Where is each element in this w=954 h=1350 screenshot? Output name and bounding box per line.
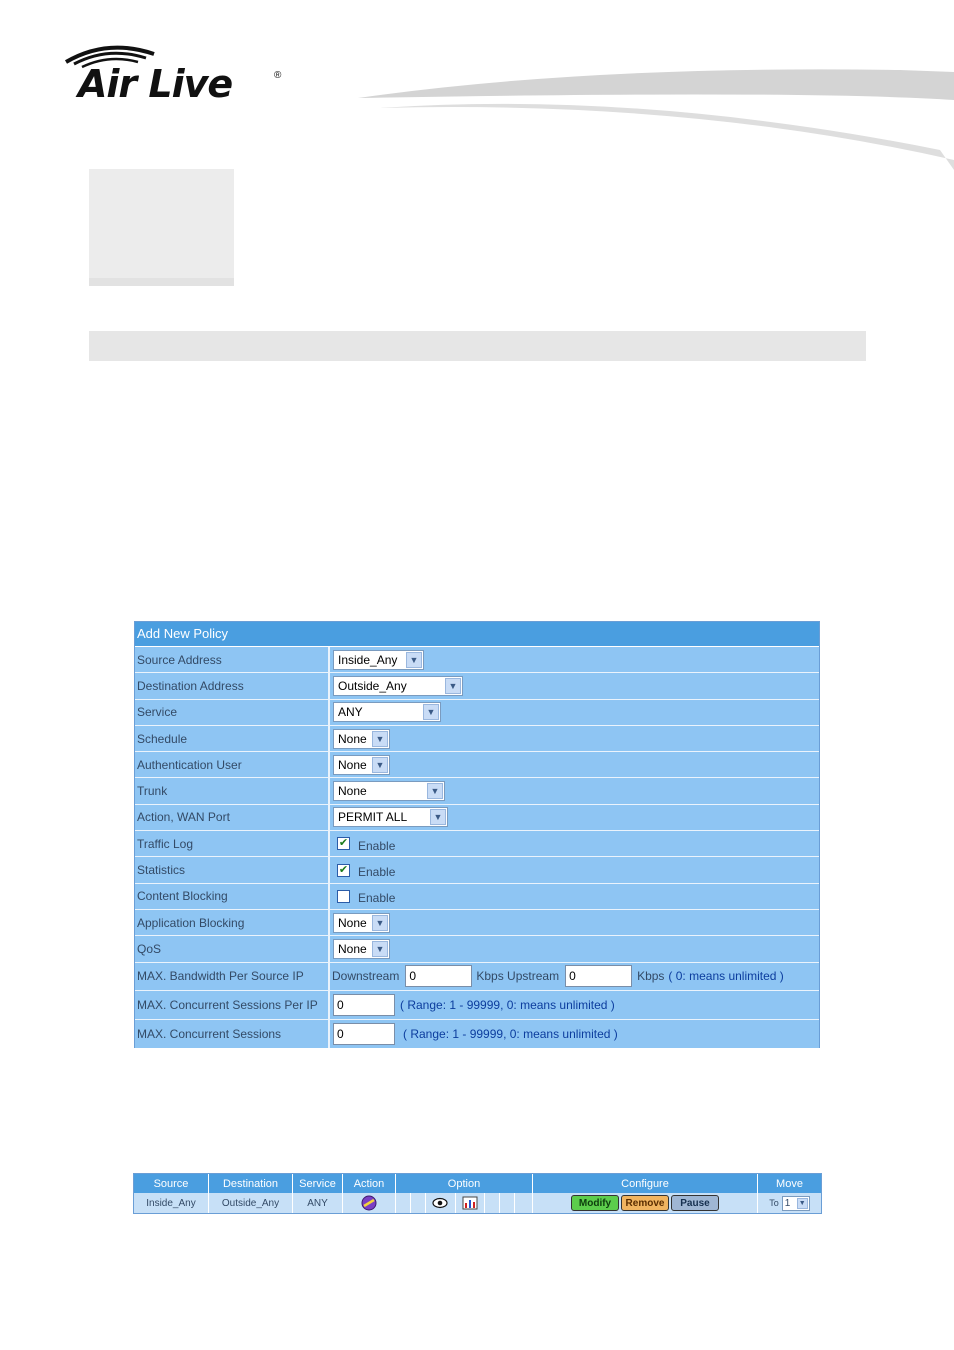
sessions-per-ip-hint: ( Range: 1 - 99999, 0: means unlimited ) [400,997,615,1012]
trunk-select[interactable]: None ▼ [333,781,445,801]
statistics-row [135,857,819,883]
chevron-down-icon: ▼ [406,652,422,668]
table-row [134,1193,821,1213]
sessions-per-ip-row [135,991,819,1020]
content-blocking-row [135,884,819,910]
add-policy-form [134,621,820,1048]
source-address-select[interactable]: Inside_Any ▼ [333,650,424,670]
bandwidth-row [135,963,819,992]
checkbox-label: Enable [358,838,396,853]
chapter-block [89,169,234,286]
modify-button[interactable]: Modify [571,1195,619,1211]
unit-label: Kbps [637,969,665,984]
downstream-label: Downstream [332,969,400,984]
chevron-down-icon: ▼ [372,941,388,957]
field-label: Authentication User [135,752,330,777]
field-label: MAX. Concurrent Sessions [135,1020,330,1049]
destination-address-row [135,673,819,699]
column-header: Option [396,1174,533,1193]
form-title: Add New Policy [135,622,819,647]
service-cell: ANY [293,1193,343,1213]
field-label: Source Address [135,647,330,672]
pause-button[interactable]: Pause [671,1195,719,1211]
application-blocking-row [135,910,819,936]
column-header: Action [343,1174,396,1193]
destination-cell: Outside_Any [209,1193,293,1213]
column-header: Destination [209,1174,293,1193]
traffic-log-row [135,831,819,857]
column-header: Service [293,1174,343,1193]
authentication-user-row [135,752,819,778]
qos-select[interactable]: None ▼ [333,939,390,959]
source-cell: Inside_Any [134,1193,209,1213]
schedule-row [135,726,819,752]
traffic-log-checkbox[interactable]: ✔ [338,837,349,850]
action-wan-port-select[interactable]: PERMIT ALL ▼ [333,807,448,827]
authentication-user-select[interactable]: None ▼ [333,755,390,775]
field-label: Statistics [135,857,330,882]
action-cell [343,1193,396,1213]
option-cell [396,1193,533,1213]
field-label: MAX. Bandwidth Per Source IP [135,963,330,991]
header-swoosh [340,60,954,180]
field-label: Service [135,700,330,725]
move-label: To [769,1198,779,1208]
column-header: Configure [533,1174,758,1193]
chevron-down-icon: ▼ [797,1198,808,1209]
airlive-logo [62,40,292,106]
field-label: Trunk [135,778,330,803]
source-address-row [135,647,819,673]
schedule-select[interactable]: None ▼ [333,729,390,749]
trunk-row [135,778,819,804]
application-blocking-select[interactable]: None ▼ [333,913,390,933]
qos-row [135,936,819,962]
upstream-label: Kbps Upstream [476,969,560,984]
remove-button[interactable]: Remove [621,1195,669,1211]
field-label: Destination Address [135,673,330,698]
configure-cell [533,1193,758,1213]
field-label: MAX. Concurrent Sessions Per IP [135,991,330,1019]
column-header: Source [134,1174,209,1193]
downstream-input[interactable]: 0 [405,965,472,987]
field-label: Content Blocking [135,884,330,909]
content-blocking-checkbox[interactable] [337,890,350,903]
field-label: Application Blocking [135,910,330,935]
field-label: Action, WAN Port [135,805,330,830]
chevron-down-icon: ▼ [430,809,446,825]
checkbox-label: Enable [358,865,396,880]
permit-icon[interactable] [361,1195,377,1211]
table-header [134,1174,821,1193]
service-row [135,700,819,726]
action-wan-port-row [135,805,819,831]
chevron-down-icon: ▼ [445,678,461,694]
statistics-checkbox[interactable]: ✔ [338,863,349,876]
eye-icon[interactable] [432,1197,448,1209]
destination-address-select[interactable]: Outside_Any ▼ [333,676,463,696]
bandwidth-hint: ( 0: means unlimited ) [668,969,784,984]
service-select[interactable]: ANY ▼ [333,702,441,722]
statistics-icon[interactable] [462,1196,478,1210]
column-header: Move [776,1177,803,1190]
chevron-down-icon: ▼ [372,731,388,747]
sessions-per-ip-input[interactable]: 0 [333,994,395,1016]
sessions-hint: ( Range: 1 - 99999, 0: means unlimited ) [403,1026,618,1041]
chevron-down-icon: ▼ [372,757,388,773]
field-label: QoS [135,936,330,961]
registered-mark: ® [274,70,282,81]
sessions-input[interactable]: 0 [333,1023,395,1045]
field-label: Schedule [135,726,330,751]
move-select[interactable]: 1 ▼ [782,1196,810,1211]
move-cell [758,1193,821,1213]
checkbox-label: Enable [358,891,396,906]
policy-list-table [133,1173,822,1214]
section-bar [89,331,866,361]
sessions-row [135,1020,819,1049]
field-label: Traffic Log [135,831,330,856]
upstream-input[interactable]: 0 [565,965,632,987]
chevron-down-icon: ▼ [427,783,443,799]
chevron-down-icon: ▼ [423,704,439,720]
logo-text: Air Live [78,62,233,106]
chevron-down-icon: ▼ [372,915,388,931]
